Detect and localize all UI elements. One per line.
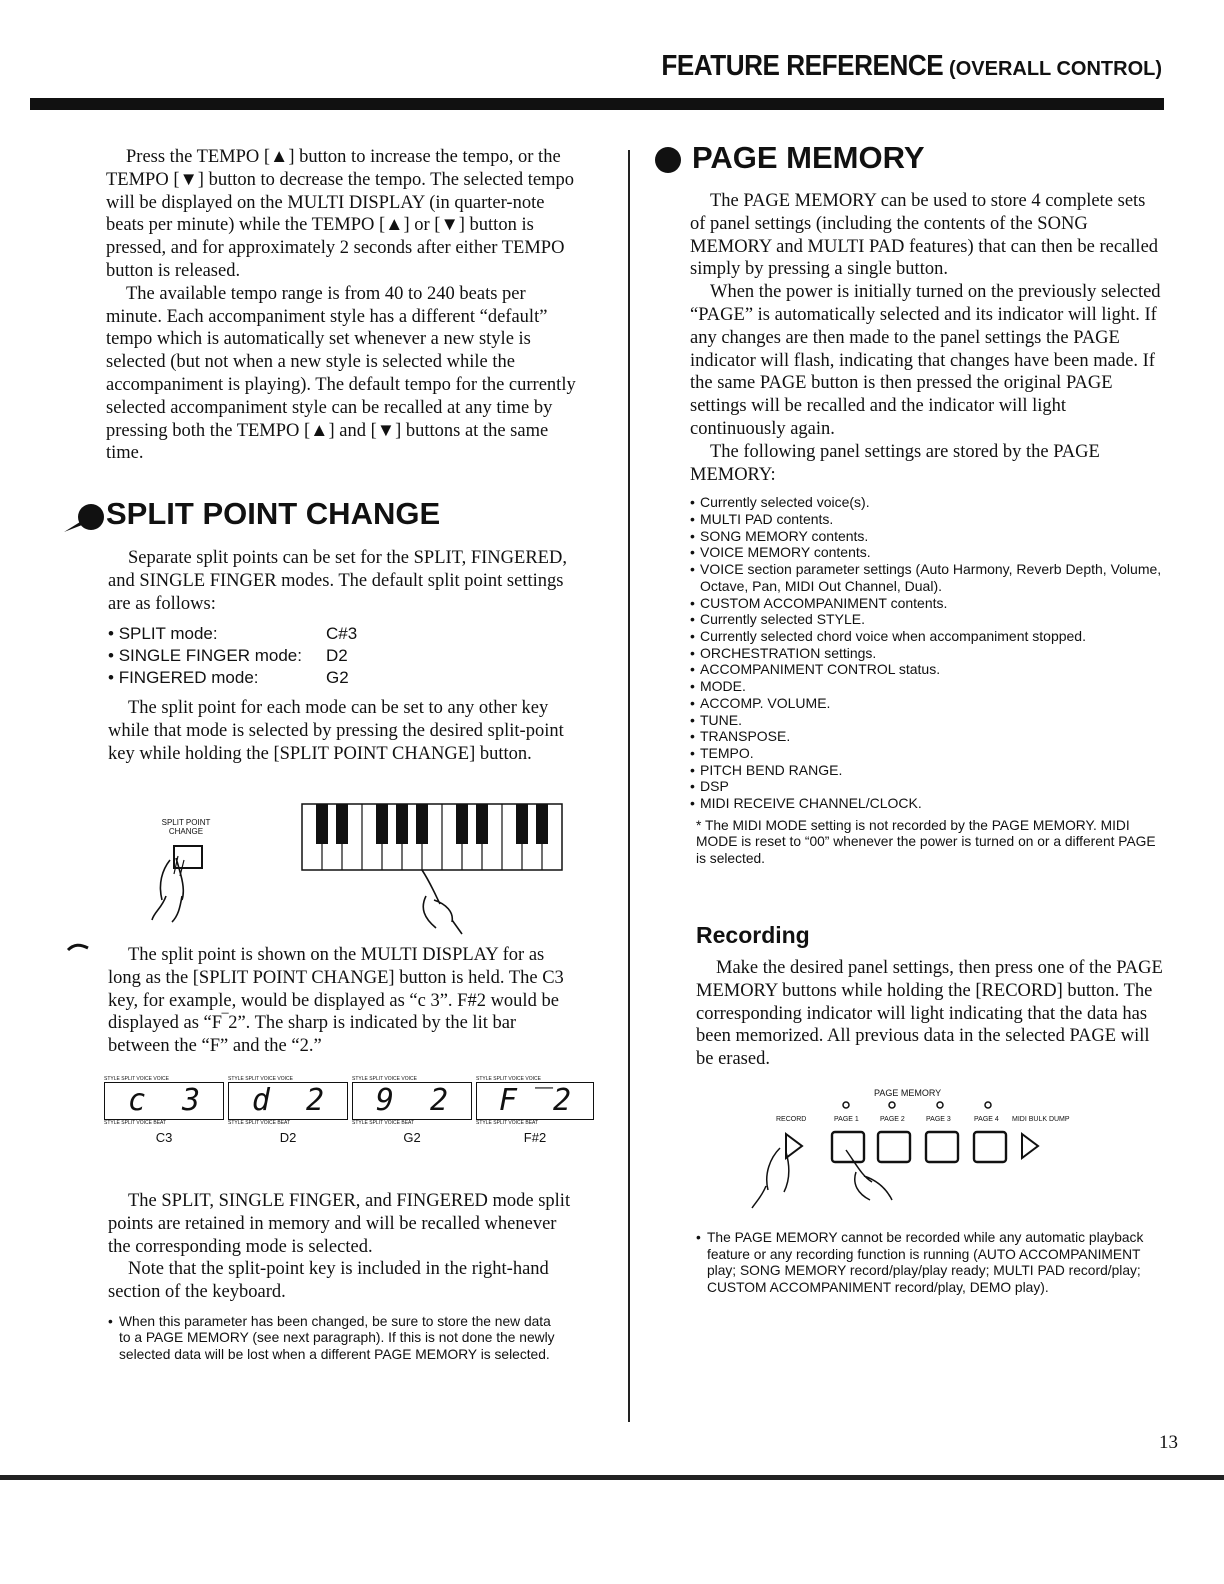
tempo-paragraph: The available tempo range is from 40 to 240 beats per minute. Each accompaniment style has a different “default” tempo which is automatically set whenever a new style is selected (but not when a new style is selected while the accompaniment is playing). The default tempo for the currently selected accompaniment style can be recalled at any time by pressing both the TEMPO [▲] and [▼] buttons at the same time. bbox=[106, 283, 576, 464]
recording-note: • The PAGE MEMORY cannot be recorded while any automatic playback feature or any recording function is running (AUTO ACCOMPANIMENT play; SONG MEMORY record/play/play ready; MULTI PAD record/play; CUSTOM ACCOMPANIMENT record/play, DEMO play). bbox=[696, 1230, 1158, 1296]
list-item: • MIDI RECEIVE CHANNEL/CLOCK. bbox=[690, 795, 1162, 812]
list-item: • Currently selected voice(s). bbox=[690, 494, 1162, 511]
split-display-text bbox=[108, 944, 578, 1058]
page-memory-paragraph: The PAGE MEMORY can be used to store 4 complete sets of panel settings (including the contents of the SONG MEMORY and MULTI PAD features) that can then be recalled simply by pressing a single button. bbox=[690, 191, 1159, 280]
recording-paragraph: Make the desired panel settings, then press one of the PAGE MEMORY buttons while holding the [RECORD] button. The corresponding indicator will light indicating that the data has been memorized. All previous data in the selected PAGE will be erased. bbox=[696, 958, 1163, 1070]
table-row bbox=[108, 623, 357, 645]
table-cell-mode: • SINGLE FINGER mode: bbox=[108, 646, 302, 666]
table-cell-mode: • SPLIT mode: bbox=[108, 624, 218, 644]
midi-mode-note: * The MIDI MODE setting is not recorded by the PAGE MEMORY. MIDI MODE is reset to “00” whenever the power is turned on or a different PAGE is selected. bbox=[696, 817, 1156, 866]
split-button-label: SPLIT POINT CHANGE bbox=[161, 818, 211, 836]
panel-label-page2: PAGE 2 bbox=[880, 1116, 905, 1123]
page-memory-paragraph: The following panel settings are stored by the PAGE MEMORY: bbox=[690, 441, 1100, 485]
black-key bbox=[336, 804, 348, 844]
lcd-digits: c 3 bbox=[104, 1082, 224, 1120]
table-cell-mode: • FINGERED mode: bbox=[108, 668, 259, 688]
lcd-caption: F#2 bbox=[523, 1130, 547, 1145]
lcd-display: STYLE SPLIT VOICE VOICE F ‾2 STYLE SPLIT VOICE BEAT F#2 bbox=[476, 1076, 594, 1145]
black-key bbox=[376, 804, 388, 844]
lcd-digits: F ‾2 bbox=[476, 1082, 594, 1120]
split-paragraph-2: The split point for each mode can be set to any other key while that mode is selected by pressing the desired split-point key while holding the [SPLIT POINT CHANGE] button. bbox=[108, 698, 564, 764]
split-section bbox=[108, 547, 578, 766]
recording-section bbox=[696, 922, 1166, 1071]
bullet-dot-icon bbox=[654, 145, 684, 175]
header-title-main: FEATURE REFERENCE bbox=[661, 50, 944, 82]
panel-title: PAGE MEMORY bbox=[874, 1088, 942, 1098]
list-item: • MODE. bbox=[690, 678, 1162, 695]
lcd-digits: 9 2 bbox=[352, 1082, 472, 1120]
list-item: • TEMPO. bbox=[690, 745, 1162, 762]
tempo-section bbox=[106, 146, 576, 465]
split-keyboard-illustration bbox=[150, 800, 580, 940]
table-cell-value: G2 bbox=[326, 668, 349, 688]
list-item: • Currently selected chord voice when accompaniment stopped. bbox=[690, 628, 1162, 645]
recording-note-section bbox=[696, 1230, 1158, 1296]
top-rule bbox=[30, 98, 1164, 110]
table-row bbox=[108, 645, 357, 667]
lcd-caption: D2 bbox=[279, 1130, 297, 1145]
black-key bbox=[456, 804, 468, 844]
panel-label-midi-bulk-dump: MIDI BULK DUMP bbox=[1012, 1116, 1070, 1123]
page-memory-heading: PAGE MEMORY bbox=[692, 140, 925, 175]
bullet-dot-icon bbox=[60, 498, 106, 536]
lcd-display: STYLE SPLIT VOICE VOICE c 3 STYLE SPLIT VOICE BEAT C3 bbox=[104, 1076, 224, 1145]
black-key bbox=[536, 804, 548, 844]
table-cell-value: C#3 bbox=[326, 624, 358, 644]
panel-label-page1: PAGE 1 bbox=[834, 1116, 859, 1123]
black-key bbox=[416, 804, 428, 844]
lcd-digits: d 2 bbox=[228, 1082, 348, 1120]
mark-icon bbox=[66, 940, 96, 954]
split-paragraph-5: Note that the split-point key is included in the right-hand section of the keyboard. bbox=[108, 1259, 549, 1303]
page-memory-panel-illustration bbox=[740, 1088, 1160, 1218]
bottom-rule bbox=[0, 1475, 1224, 1480]
panel-label-page3: PAGE 3 bbox=[926, 1116, 951, 1123]
list-item: • TUNE. bbox=[690, 712, 1162, 729]
list-item: • DSP bbox=[690, 778, 1162, 795]
black-key bbox=[316, 804, 328, 844]
lcd-display: STYLE SPLIT VOICE VOICE 9 2 STYLE SPLIT VOICE BEAT G2 bbox=[352, 1076, 472, 1145]
tempo-paragraph: Press the TEMPO [▲] button to increase the tempo, or the TEMPO [▼] button to decrease the tempo. The selected tempo will be displayed on the MULTI DISPLAY (in quarter-note beats per minute) while the TEMPO [▲] or [▼] button is pressed, and for approximately 2 seconds after either TEMPO button is released. bbox=[106, 147, 575, 281]
list-item: • ORCHESTRATION settings. bbox=[690, 645, 1162, 662]
split-paragraph-4: The SPLIT, SINGLE FINGER, and FINGERED mode split points are retained in memory and will be recalled whenever the corresponding mode is selected. bbox=[108, 1191, 571, 1257]
stored-settings-list bbox=[690, 494, 1162, 811]
column-divider bbox=[628, 150, 630, 1422]
header-title bbox=[630, 50, 1162, 83]
lcd-caption: G2 bbox=[403, 1130, 421, 1145]
split-note: • When this parameter has been changed, be sure to store the new data to a PAGE MEMORY (see next paragraph). If this is not done the newly selected data will be lost when a different PAGE MEMORY is selected. bbox=[108, 1314, 558, 1364]
table-row bbox=[108, 667, 357, 689]
list-item: • VOICE section parameter settings (Auto Harmony, Reverb Depth, Volume, Octave, Pan, MIDI Out Channel, Dual). bbox=[690, 561, 1162, 594]
panel-drawing bbox=[740, 1088, 1160, 1218]
black-key bbox=[396, 804, 408, 844]
page-memory-section bbox=[690, 190, 1162, 867]
split-defaults-table bbox=[108, 623, 357, 689]
split-intro: Separate split points can be set for the SPLIT, FINGERED, and SINGLE FINGER modes. The default split point settings are as follows: bbox=[108, 548, 567, 614]
split-point-change-heading: SPLIT POINT CHANGE bbox=[106, 496, 441, 531]
list-item: • VOICE MEMORY contents. bbox=[690, 544, 1162, 561]
keyboard-hand-drawing bbox=[150, 800, 580, 940]
list-item: • ACCOMP. VOLUME. bbox=[690, 695, 1162, 712]
panel-label-page4: PAGE 4 bbox=[974, 1116, 999, 1123]
lcd-display: STYLE SPLIT VOICE VOICE d 2 STYLE SPLIT VOICE BEAT D2 bbox=[228, 1076, 348, 1145]
list-item: • SONG MEMORY contents. bbox=[690, 528, 1162, 545]
split-paragraph-3: The split point is shown on the MULTI DISPLAY for as long as the [SPLIT POINT CHANGE] button is held. The C3 key, for example, would be displayed as “c 3”. F#2 would be displayed as “F‾2”. The sharp is indicated by the lit bar between the “F” and the “2.” bbox=[108, 945, 564, 1057]
table-cell-value: D2 bbox=[326, 646, 348, 666]
page-number: 13 bbox=[1159, 1432, 1178, 1453]
list-item: • TRANSPOSE. bbox=[690, 728, 1162, 745]
multi-display-examples bbox=[104, 1076, 594, 1156]
page-memory-paragraph: When the power is initially turned on the previously selected “PAGE” is automatically selected and its indicator will light. If any changes are then made to the panel settings the PAGE indicator will flash, indicating that changes have been made. If the same PAGE button is then pressed the original PAGE settings will be recalled and the indicator will light continuously again. bbox=[690, 282, 1161, 439]
list-item: • Currently selected STYLE. bbox=[690, 611, 1162, 628]
header-title-sub: (OVERALL CONTROL) bbox=[949, 58, 1162, 80]
panel-label-record: RECORD bbox=[776, 1116, 807, 1123]
list-item: • PITCH BEND RANGE. bbox=[690, 762, 1162, 779]
black-key bbox=[516, 804, 528, 844]
list-item: • ACCOMPANIMENT CONTROL status. bbox=[690, 661, 1162, 678]
lcd-caption: C3 bbox=[155, 1130, 173, 1145]
recording-heading: Recording bbox=[696, 922, 810, 948]
list-item: • MULTI PAD contents. bbox=[690, 511, 1162, 528]
black-key bbox=[476, 804, 488, 844]
list-item: • CUSTOM ACCOMPANIMENT contents. bbox=[690, 595, 1162, 612]
split-retained-section bbox=[108, 1190, 578, 1363]
